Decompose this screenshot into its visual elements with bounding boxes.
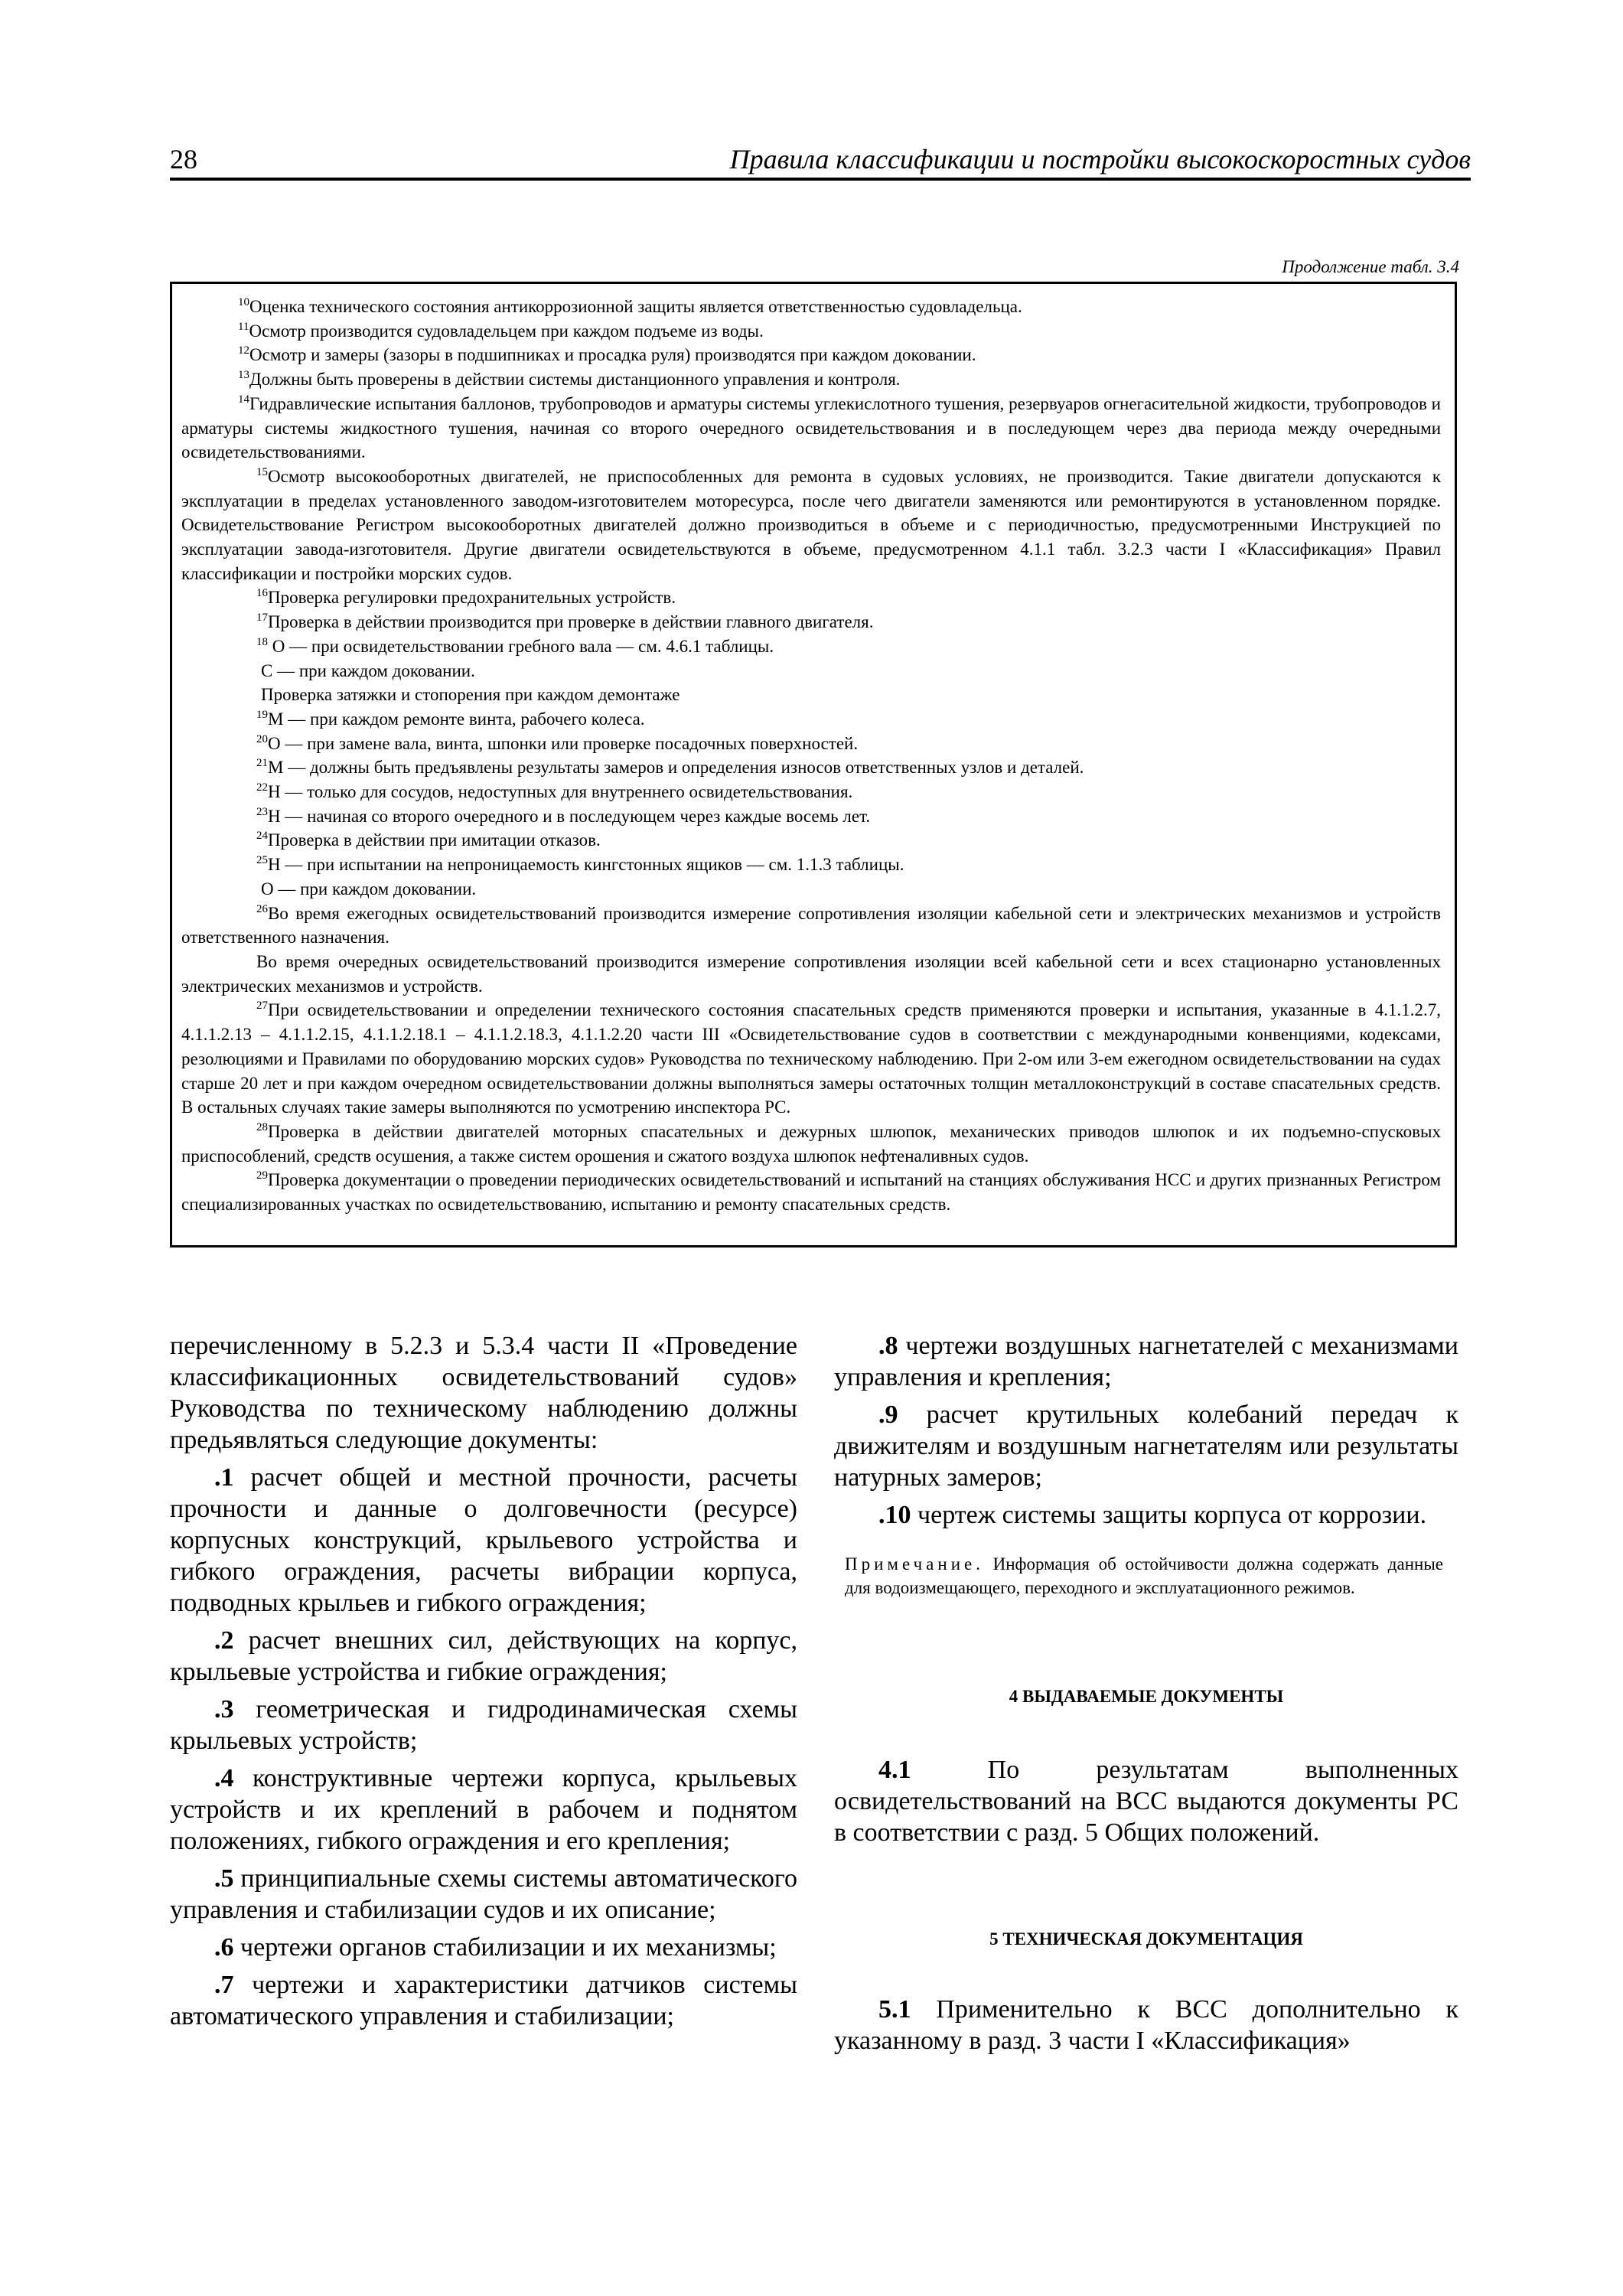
- section-4-heading: 4 ВЫДАВАЕМЫЕ ДОКУМЕНТЫ: [1009, 1687, 1284, 1706]
- footnote-mark: 29: [256, 1169, 268, 1182]
- footnote-text: Осмотр производится судовладельцем при каждом подъеме из воды.: [249, 321, 764, 341]
- item-number: .10: [878, 1501, 911, 1529]
- footnote-text: Осмотр высокооборотных двигателей, не приспособленных для ремонта в судовых условиях, не производится. Такие двигатели допускаются к эксплуатации в пределах установленного заводом-изготовителем моторесурса, после чего двигатели заменяются или ремонтируются в установленном порядке. Освидетельствование Регистром высокооборотных двигателей должно производиться в объеме и с периодичностью, предусмотренными Инструкцией по эксплуатации завода-изготовителя. Другие двигатели освидетельствуются в объеме, предусмотренном 4.1.1 табл. 3.2.3 части I «Классификация» Правил классификации и постройки морских судов.: [181, 466, 1441, 583]
- footnote-18-line-3: [181, 683, 1441, 707]
- footnote-mark: 13: [238, 369, 249, 382]
- footnote-29: [181, 1168, 1441, 1216]
- footnote-text: Должны быть проверены в действии системы дистанционного управления и контроля.: [249, 370, 901, 390]
- document-item-4: [170, 1763, 797, 1857]
- item-text: чертеж системы защиты корпуса от коррозии.: [911, 1501, 1427, 1529]
- footnote-mark: 18: [256, 635, 268, 648]
- footnote-12: [181, 343, 1441, 367]
- document-item-7: [170, 1969, 797, 2032]
- footnote-text: Проверка затяжки и стопорения при каждом демонтаже: [261, 685, 680, 705]
- footnote-text: О — при каждом доковании.: [261, 879, 477, 899]
- footnote-mark: 21: [256, 757, 268, 770]
- left-column: [170, 1330, 797, 2038]
- footnote-text: Гидравлические испытания баллонов, трубопроводов и арматуры системы углекислотного тушения, резервуаров огнегасительной жидкости, трубопроводов и арматуры системы жидкостного тушения, начиная со второго очередного освидетельствования и в последующем через два периода между очередными освидетельствованиями.: [181, 393, 1441, 462]
- footnote-text: При освидетельствовании и определении технического состояния спасательных средств применяются проверки и испытания, указанные в 4.1.1.2.7, 4.1.1.2.13 – 4.1.1.2.15, 4.1.1.2.18.1 – 4.1.1.2.18.3, 4.1.1.2.20 части III «Освидетельствование судов в соответствии с международными конвенциями, кодексами, резолюциями и Правилами по оборудованию морских судов» Руководства по техническому наблюдению. При 2-ом или 3-ем ежегодном освидетельствовании на судах старше 20 лет и при каждом очередном освидетельствовании должны выполняться замеры остаточных толщин металлоконструкций в составе спасательных средств. В остальных случаях такие замеры выполняются по усмотрению инспектора РС.: [181, 1000, 1441, 1117]
- footnote-mark: 15: [256, 465, 268, 478]
- document-item-1: [170, 1462, 797, 1619]
- footnote-text: О — при замене вала, винта, шпонки или проверке посадочных поверхностей.: [268, 733, 859, 753]
- footnote-16: [181, 585, 1441, 610]
- footnote-21: [181, 755, 1441, 780]
- footnote-mark: 14: [238, 393, 249, 406]
- page-number: 28: [170, 144, 197, 174]
- footnote-14: [181, 392, 1441, 465]
- footnote-text: М — должны быть предъявлены результаты замеров и определения износов ответственных узлов и деталей.: [268, 758, 1084, 778]
- footnote-text: Н — только для сосудов, недоступных для внутреннего освидетельствования.: [268, 782, 853, 802]
- footnote-17: [181, 610, 1441, 634]
- footnote-11: [181, 319, 1441, 344]
- item-number: .2: [214, 1626, 234, 1655]
- document-item-8: [834, 1330, 1458, 1393]
- item-text: геометрическая и гидродинамическая схемы крыльевых устройств;: [170, 1695, 797, 1755]
- footnote-mark: 19: [256, 708, 268, 721]
- footnote-mark: 24: [256, 830, 268, 843]
- item-text: расчет общей и местной прочности, расчеты прочности и данные о долговечности (ресурсе) корпусных конструкций, крыльевого устройства и гибкого ограждения, расчеты вибрации корпуса, подводных крыльев и гибкого ограждения;: [170, 1463, 797, 1617]
- page-header: [170, 142, 1471, 182]
- paragraph-text: По результатам выполненных освидетельствований на ВСС выдаются документы РС в соответствии с разд. 5 Общих положений.: [834, 1756, 1458, 1847]
- footnote-26: [181, 902, 1441, 950]
- stability-note: [834, 1552, 1458, 1600]
- footnote-text: Проверка в действии производится при проверке в действии главного двигателя.: [268, 612, 874, 632]
- footnote-24: [181, 828, 1441, 853]
- footnote-28: [181, 1120, 1441, 1168]
- footnote-mark: 20: [256, 732, 268, 745]
- footnote-mark: 28: [256, 1120, 268, 1133]
- paragraph-number: 4.1: [878, 1756, 911, 1784]
- footnote-mark: 16: [256, 587, 268, 600]
- item-text: чертежи и характеристики датчиков системы автоматического управления и стабилизации;: [170, 1971, 797, 2030]
- footnote-23: [181, 804, 1441, 829]
- footnote-15: [181, 465, 1441, 586]
- footnote-mark: 11: [238, 320, 249, 333]
- footnote-text: С — при каждом доковании.: [261, 660, 475, 680]
- footnote-text: Во время ежегодных освидетельствований производится измерение сопротивления изоляции кабельной сети и электрических механизмов и устройств ответственного назначения.: [181, 903, 1441, 947]
- item-number: .3: [214, 1695, 234, 1724]
- paragraph-5-1: [834, 1994, 1458, 2056]
- footnote-text: Осмотр и замеры (зазоры в подшипниках и просадка руля) производятся при каждом доковании.: [249, 345, 976, 365]
- document-item-2: [170, 1625, 797, 1688]
- footnote-text: Оценка технического состояния антикоррозионной защиты является ответственностью судовладельца.: [249, 297, 1022, 316]
- footnote-text: Проверка документации о проведении периодических освидетельствований и испытаний на станциях обслуживания НСС и других признанных Регистром специализированных участках по освидетельствованию, испытанию и ремонту спасательных средств.: [181, 1170, 1441, 1215]
- footnote-mark: 17: [256, 612, 268, 625]
- paragraph-4-1: [834, 1754, 1458, 1848]
- footnote-18-line-2: [181, 659, 1441, 683]
- footnote-mark: 23: [256, 805, 268, 818]
- item-number: .9: [878, 1401, 898, 1429]
- footnote-text: М — при каждом ремонте винта, рабочего колеса.: [268, 709, 645, 729]
- footnote-19: [181, 707, 1441, 732]
- footnote-27: [181, 998, 1441, 1120]
- header-rule: [170, 178, 1471, 181]
- note-label: Примечание.: [845, 1554, 984, 1574]
- item-text: чертежи воздушных нагнетателей с механизмами управления и крепления;: [834, 1332, 1458, 1391]
- item-number: .7: [214, 1971, 234, 1999]
- section-5-heading: 5 ТЕХНИЧЕСКАЯ ДОКУМЕНТАЦИЯ: [989, 1929, 1303, 1949]
- footnote-text: Проверка регулировки предохранительных устройств.: [268, 588, 676, 608]
- item-number: .5: [214, 1864, 234, 1893]
- right-column: [834, 1330, 1458, 2063]
- item-text: конструктивные чертежи корпуса, крыльевых устройств и их креплений в рабочем и поднятом положениях, гибкого ограждения и его крепления;: [170, 1764, 797, 1855]
- item-text: чертежи органов стабилизации и их механизмы;: [233, 1933, 777, 1962]
- footnote-20: [181, 732, 1441, 756]
- paragraph-number: 5.1: [878, 1995, 911, 2024]
- footnote-text: О — при освидетельствовании гребного вала — см. 4.6.1 таблицы.: [268, 636, 774, 656]
- footnote-mark: 12: [238, 344, 249, 357]
- item-number: .1: [214, 1463, 234, 1492]
- item-text: расчет крутильных колебаний передач к движителям и воздушным нагнетателям или результаты натурных замеров;: [834, 1401, 1458, 1492]
- footnote-10: [181, 295, 1441, 319]
- item-number: .6: [214, 1933, 234, 1962]
- document-item-6: [170, 1932, 797, 1963]
- document-item-9: [834, 1399, 1458, 1493]
- item-number: .8: [878, 1332, 898, 1360]
- table-footnotes-box: [170, 282, 1457, 1247]
- item-number: .4: [214, 1764, 234, 1792]
- paragraph-text: Применительно к ВСС дополнительно к указанному в разд. 3 части I «Классификация»: [834, 1995, 1458, 2055]
- table-continuation-label: Продолжение табл. 3.4: [1282, 257, 1459, 276]
- footnote-mark: 26: [256, 902, 268, 915]
- note-text: Информация об остойчивости должна содержать данные для водоизмещающего, переходного и эксплуатационного режимов.: [845, 1554, 1443, 1597]
- footnote-25: [181, 853, 1441, 877]
- running-title: Правила классификации и постройки высокоскоростных судов: [729, 144, 1471, 174]
- footnote-mark: 27: [256, 1000, 268, 1013]
- footnote-mark: 22: [256, 781, 268, 794]
- footnote-13: [181, 367, 1441, 392]
- document-item-3: [170, 1694, 797, 1756]
- footnote-text: Н — при испытании на непроницаемость кингстонных ящиков — см. 1.1.3 таблицы.: [268, 855, 904, 875]
- intro-paragraph: перечисленному в 5.2.3 и 5.3.4 части II «Проведение классификационных освидетельствований судов» Руководства по техническому наблюдению должны предьявляться следующие документы:: [170, 1332, 797, 1454]
- item-text: расчет внешних сил, действующих на корпус, крыльевые устройства и гибкие ограждения;: [170, 1626, 797, 1686]
- footnote-text: Во время очередных освидетельствований производится измерение сопротивления изоляции всей кабельной сети и всех стационарно установленных электрических механизмов и устройств.: [181, 951, 1441, 996]
- footnote-text: Проверка в действии при имитации отказов.: [268, 830, 601, 850]
- footnote-mark: 10: [238, 296, 249, 308]
- footnote-text: Проверка в действии двигателей моторных спасательных и дежурных шлюпок, механических приводов шлюпок и их подъемно-спусковых приспособлений, средств осушения, а также систем орошения и сжатого воздуха шлюпок нефтеналивных судов.: [181, 1121, 1441, 1166]
- footnote-mark: 25: [256, 854, 268, 867]
- footnote-text: Н — начиная со второго очередного и в последующем через каждые восемь лет.: [268, 806, 871, 826]
- document-item-10: [834, 1499, 1458, 1531]
- document-item-5: [170, 1863, 797, 1926]
- item-text: принципиальные схемы системы автоматического управления и стабилизации судов и их описание;: [170, 1864, 797, 1924]
- footnote-22: [181, 780, 1441, 804]
- footnote-26-para-2: [181, 950, 1441, 998]
- footnote-18: [181, 634, 1441, 659]
- footnote-25-line-2: [181, 877, 1441, 902]
